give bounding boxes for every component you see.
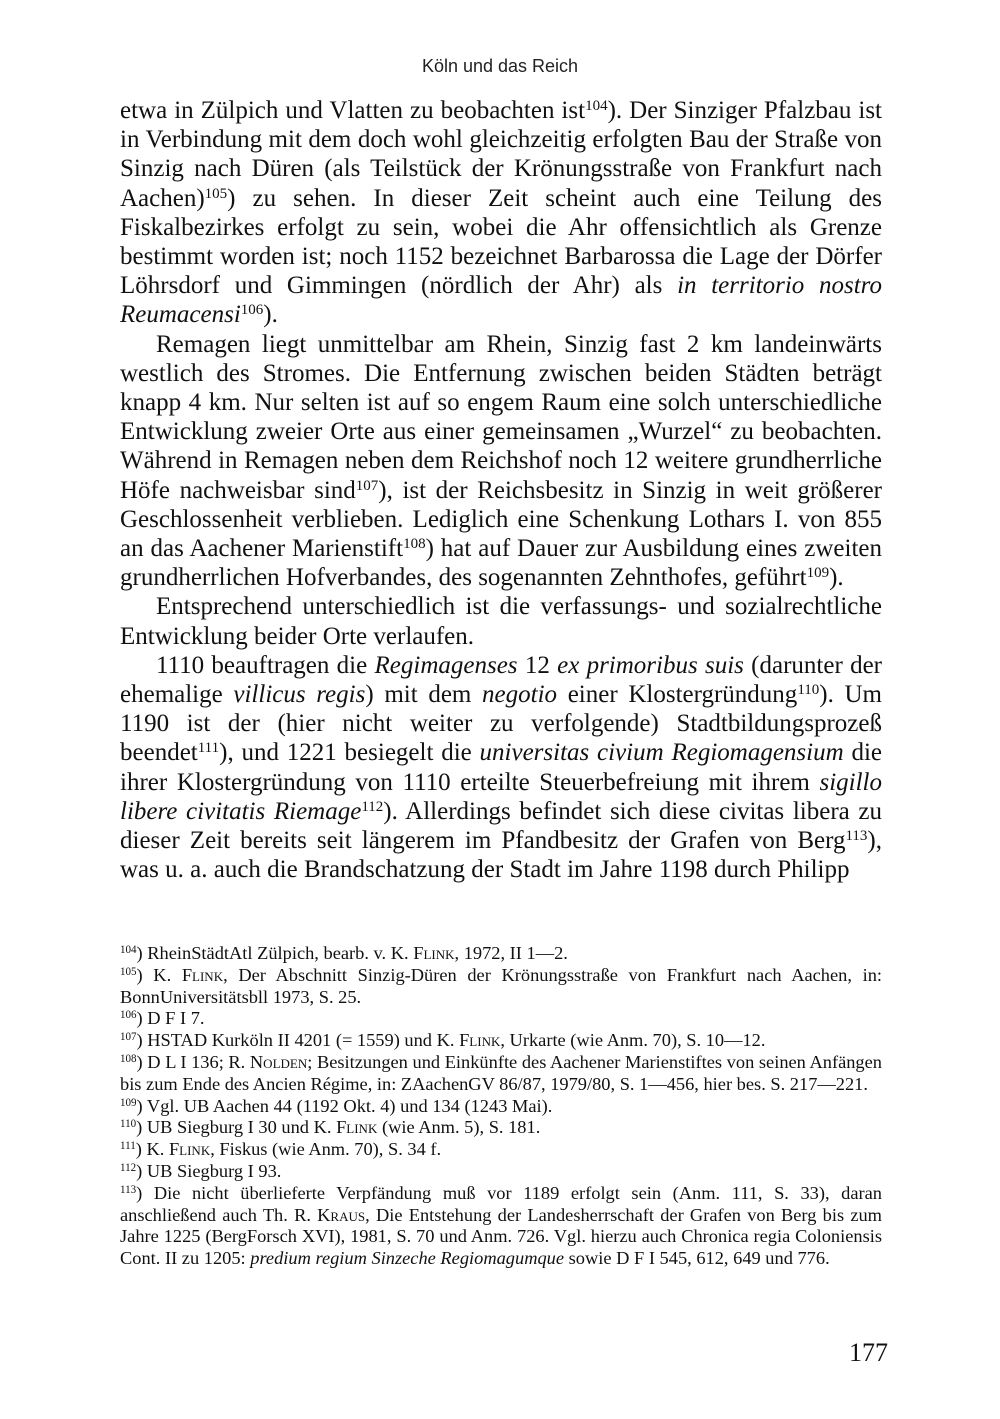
paragraph xyxy=(120,330,882,593)
text-run: die ihrer Klostergründung von 1110 erteilte Steuerbefreiung mit ihrem xyxy=(120,739,882,796)
footnote-ref: 113 xyxy=(845,827,868,844)
author-name: Kraus xyxy=(317,1204,366,1225)
author-name: Flink xyxy=(459,1030,501,1051)
text-run: ). Um 1190 ist der (hier nicht weiter zu verfolgende) Stadtbildungsprozeß beendet xyxy=(120,681,883,767)
text-run: Entsprechend unterschiedlich ist die verfassungs- und sozialrechtliche Entwicklung beider Orte verlaufen. xyxy=(120,593,882,650)
text-run: ). xyxy=(263,301,278,329)
footnote-number: 111 xyxy=(120,1140,136,1153)
main-text xyxy=(120,96,882,884)
text-run: 12 xyxy=(517,651,558,679)
italic-text: negotio xyxy=(482,681,558,709)
text-run: (wie Anm. 5), S. 181. xyxy=(377,1117,541,1138)
text-run: ) RheinStädtAtl Zülpich, bearb. v. K. xyxy=(136,943,414,963)
footnote xyxy=(120,1161,882,1183)
text-run: ). Allerdings befindet sich diese civitas libera zu dieser Zeit bereits seit längerem im Pfandbesitz der Grafen von Berg xyxy=(120,797,883,855)
paragraph xyxy=(120,592,882,650)
text-run: ) D F I 7. xyxy=(136,1008,205,1029)
italic-text: sigillo libere civitatis Riemage xyxy=(120,768,882,825)
footnote-number: 104 xyxy=(120,943,137,956)
paragraph xyxy=(120,96,882,330)
footnote-ref: 104 xyxy=(585,97,608,114)
footnote-number: 109 xyxy=(120,1096,137,1109)
text-run: ), ist der Reichsbesitz in Sinzig in weit größerer Geschlossenheit verblieben. Lediglich eine Schenkung Lothars I. von 855 an das Aachener Marienstift xyxy=(120,476,882,563)
author-name: Flink xyxy=(336,1117,378,1138)
footnote xyxy=(120,1183,882,1270)
text-run: ) HSTAD Kurköln II 4201 (= 1559) und K. xyxy=(136,1030,460,1051)
footnote xyxy=(120,1052,882,1096)
text-run: ) D L I 136; R. xyxy=(136,1051,250,1072)
footnote-number: 113 xyxy=(120,1183,137,1196)
footnote-ref: 109 xyxy=(806,565,830,581)
italic-text: predium regium Sinzeche Regiomagumque xyxy=(250,1248,565,1269)
author-name: Flink xyxy=(168,1139,211,1160)
text-run: etwa in Zülpich und Vlatten zu beobachten ist xyxy=(120,97,586,124)
text-run: 1110 beauftragen die xyxy=(156,651,375,679)
text-run: ) hat auf Dauer zur Ausbildung eines zweiten grundherrlichen Hofverbandes, des sogenannten Zehnthofes, geführt xyxy=(120,535,883,592)
text-run: ) zu sehen. In dieser Zeit scheint auch eine Teilung des Fiskalbezirkes erfolgt zu sein, wobei die Ahr offensichtlich als Grenze bestimmt worden ist; noch 1152 bezeichnet Barbarossa die Lage der Dörfer Löhrsdorf und Gimmingen (nördlich der Ahr) als xyxy=(120,184,882,300)
text-run: ) K. xyxy=(136,964,182,985)
footnote-number: 106 xyxy=(120,1009,137,1022)
footnote-number: 112 xyxy=(120,1161,137,1174)
text-run: ), was u. a. auch die Brandschatzung der Stadt im Jahre 1198 durch Philipp xyxy=(120,827,882,884)
text-run: ) mit dem xyxy=(365,681,483,709)
text-run: sowie D F I 545, 612, 649 und 776. xyxy=(564,1248,830,1269)
footnotes xyxy=(120,943,882,1270)
text-run: ), und 1221 besiegelt die xyxy=(219,739,480,767)
text-run: ). Der Sinziger Pfalzbau ist in Verbindung mit dem doch wohl gleichzeitig erfolgten Bau der Straße von Sinzig nach Düren (als Teilstück der Krönungsstraße von Frankfurt nach Aachen) xyxy=(120,97,882,212)
footnote xyxy=(120,1117,882,1139)
text-run: ) UB Siegburg I 93. xyxy=(136,1160,282,1181)
footnote-number: 108 xyxy=(120,1052,137,1065)
italic-text: universitas civium Regiomagensium xyxy=(479,739,844,767)
text-run: ) UB Siegburg I 30 und K. xyxy=(136,1117,337,1138)
footnote xyxy=(120,965,882,1009)
footnote-number: 105 xyxy=(120,965,137,978)
footnote-ref: 107 xyxy=(355,477,379,494)
footnote-ref: 110 xyxy=(797,681,820,698)
footnote xyxy=(120,1139,882,1161)
text-run: , Urkarte (wie Anm. 70), S. 10—12. xyxy=(500,1030,766,1051)
author-name: Flink xyxy=(181,964,224,985)
italic-text: villicus regis xyxy=(233,681,366,709)
footnote xyxy=(120,1096,882,1118)
text-run: (darunter der ehemalige xyxy=(120,651,883,709)
text-run: ; Besitzungen und Einkünfte des Aachener Marienstiftes von seinen Anfängen bis zum Ende des Ancien Régime, in: ZAachenGV 86/87, 1979/80, S. 1—456, hier bes. S. 217—221. xyxy=(120,1051,882,1094)
text-run: Remagen liegt unmittelbar am Rhein, Sinzig fast 2 km landeinwärts westlich des Stromes. Die Entfernung zwischen beiden Städten beträgt knapp 4 km. Nur selten ist auf so engem Raum eine solch unterschiedliche Entwicklung zweier Orte aus einer gemeinsamen „Wurzel“ zu beobachten. Während in Remagen neben dem Reichshof noch 12 weitere grundherrliche Höfe nachweisbar sind xyxy=(120,330,882,504)
running-head: Köln und das Reich xyxy=(421,56,579,76)
italic-text: in territorio nostro Reumacensi xyxy=(120,272,882,329)
footnote-ref: 108 xyxy=(403,535,426,552)
text-run: , Die Entstehung der Landesherrschaft der Grafen von Berg bis zum Jahre 1225 (BergForsch XVI), 1981, S. 70 und Anm. 726. Vgl. hierzu auch Chronica regia Coloniensis Cont. II zu 1205: xyxy=(120,1204,882,1269)
footnote-ref: 111 xyxy=(197,740,220,757)
text-run: , Fiskus (wie Anm. 70), S. 34 f. xyxy=(210,1139,442,1160)
footnote xyxy=(120,1008,882,1030)
italic-text: Regimagenses xyxy=(374,651,518,679)
footnote-ref: 112 xyxy=(361,798,384,815)
text-run: ). xyxy=(829,564,844,592)
footnote xyxy=(120,1030,882,1052)
footnote-ref: 105 xyxy=(204,185,228,202)
text-run: ) Vgl. UB Aachen 44 (1192 Okt. 4) und 134 (1243 Mai). xyxy=(136,1095,553,1116)
author-name: Nolden xyxy=(249,1051,308,1072)
italic-text: ex primoribus suis xyxy=(557,651,744,679)
text-run: ) Die nicht überlieferte Verpfändung muß vor 1189 erfolgt sein (Anm. 111, S. 33), daran anschließend auch Th. R. xyxy=(120,1182,882,1225)
text-run: , 1972, II 1—2. xyxy=(454,943,568,963)
footnote-ref: 106 xyxy=(240,302,264,319)
footnote-number: 110 xyxy=(120,1118,137,1131)
text-run: einer Klostergründung xyxy=(557,681,798,709)
footnote-number: 107 xyxy=(120,1031,137,1044)
page-number: 177 xyxy=(849,1338,888,1367)
text-run: , Der Abschnitt Sinzig-Düren der Krönungsstraße von Frankfurt nach Aachen, in: BonnUniversitätsbll 1973, S. 25. xyxy=(120,964,882,1007)
text-run: ) K. xyxy=(135,1139,169,1160)
author-name: Flink xyxy=(413,943,455,963)
paragraph xyxy=(120,651,882,885)
footnote xyxy=(120,943,882,965)
